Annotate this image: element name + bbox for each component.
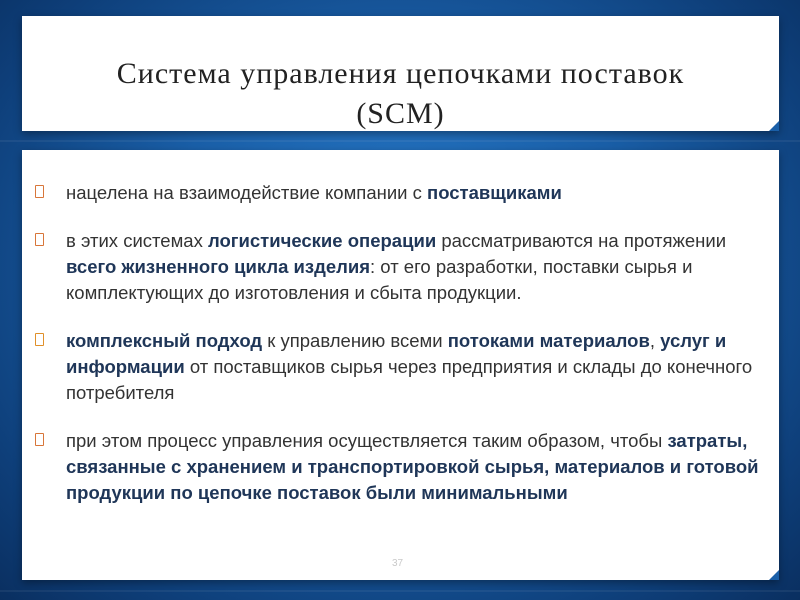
bullet-run: нацелена на взаимодействие компании с: [66, 182, 428, 203]
bullet-list: [66, 180, 766, 528]
bullet-marker-icon: [35, 233, 44, 246]
bullet-item: [66, 228, 766, 306]
bullet-run: : от его разработки, поставки сырья и комплектующих до изготовления и сбыта продукции.: [66, 256, 693, 303]
bullet-emphasis: потоками материалов: [447, 330, 650, 351]
bullet-marker-icon: [35, 433, 44, 446]
bullet-item: [66, 428, 766, 506]
bullet-text: [66, 230, 726, 303]
bullet-run: рассматриваются на протяжении: [436, 230, 727, 251]
bullet-item: [66, 180, 766, 206]
bullet-emphasis: затраты, связанные с хранением и транспортировкой сырья, материалов и готовой продукции по цепочке поставок были минимальными: [66, 430, 759, 503]
bullet-run: ,: [649, 330, 661, 351]
title-card: [22, 16, 779, 131]
page-number: 37: [392, 558, 404, 569]
bullet-item: [66, 328, 766, 406]
slide-title: [22, 54, 779, 134]
bullet-emphasis: комплексный подход: [66, 330, 263, 351]
bullet-run: от поставщиков сырья через предприятия и склады до конечного потребителя: [66, 356, 753, 403]
bullet-run: в этих системах: [66, 230, 208, 251]
bullet-marker-icon: [35, 333, 44, 346]
bullet-marker-icon: [35, 185, 44, 198]
bullet-emphasis: поставщиками: [427, 182, 562, 203]
bullet-text: [66, 330, 752, 403]
bullet-emphasis: услуг и информации: [66, 330, 727, 377]
slide-title-line2: (SCM): [356, 97, 445, 130]
bullet-text: [66, 182, 562, 203]
content-card: [22, 150, 779, 580]
slide-title-line1: Система управления цепочками поставок: [116, 57, 685, 90]
bullet-text: [66, 430, 759, 503]
bullet-emphasis: логистические операции: [207, 230, 437, 251]
bullet-run: к управлению всеми: [262, 330, 448, 351]
bullet-emphasis: всего жизненного цикла изделия: [66, 256, 371, 277]
bullet-run: при этом процесс управления осуществляется таким образом, чтобы: [66, 430, 668, 451]
